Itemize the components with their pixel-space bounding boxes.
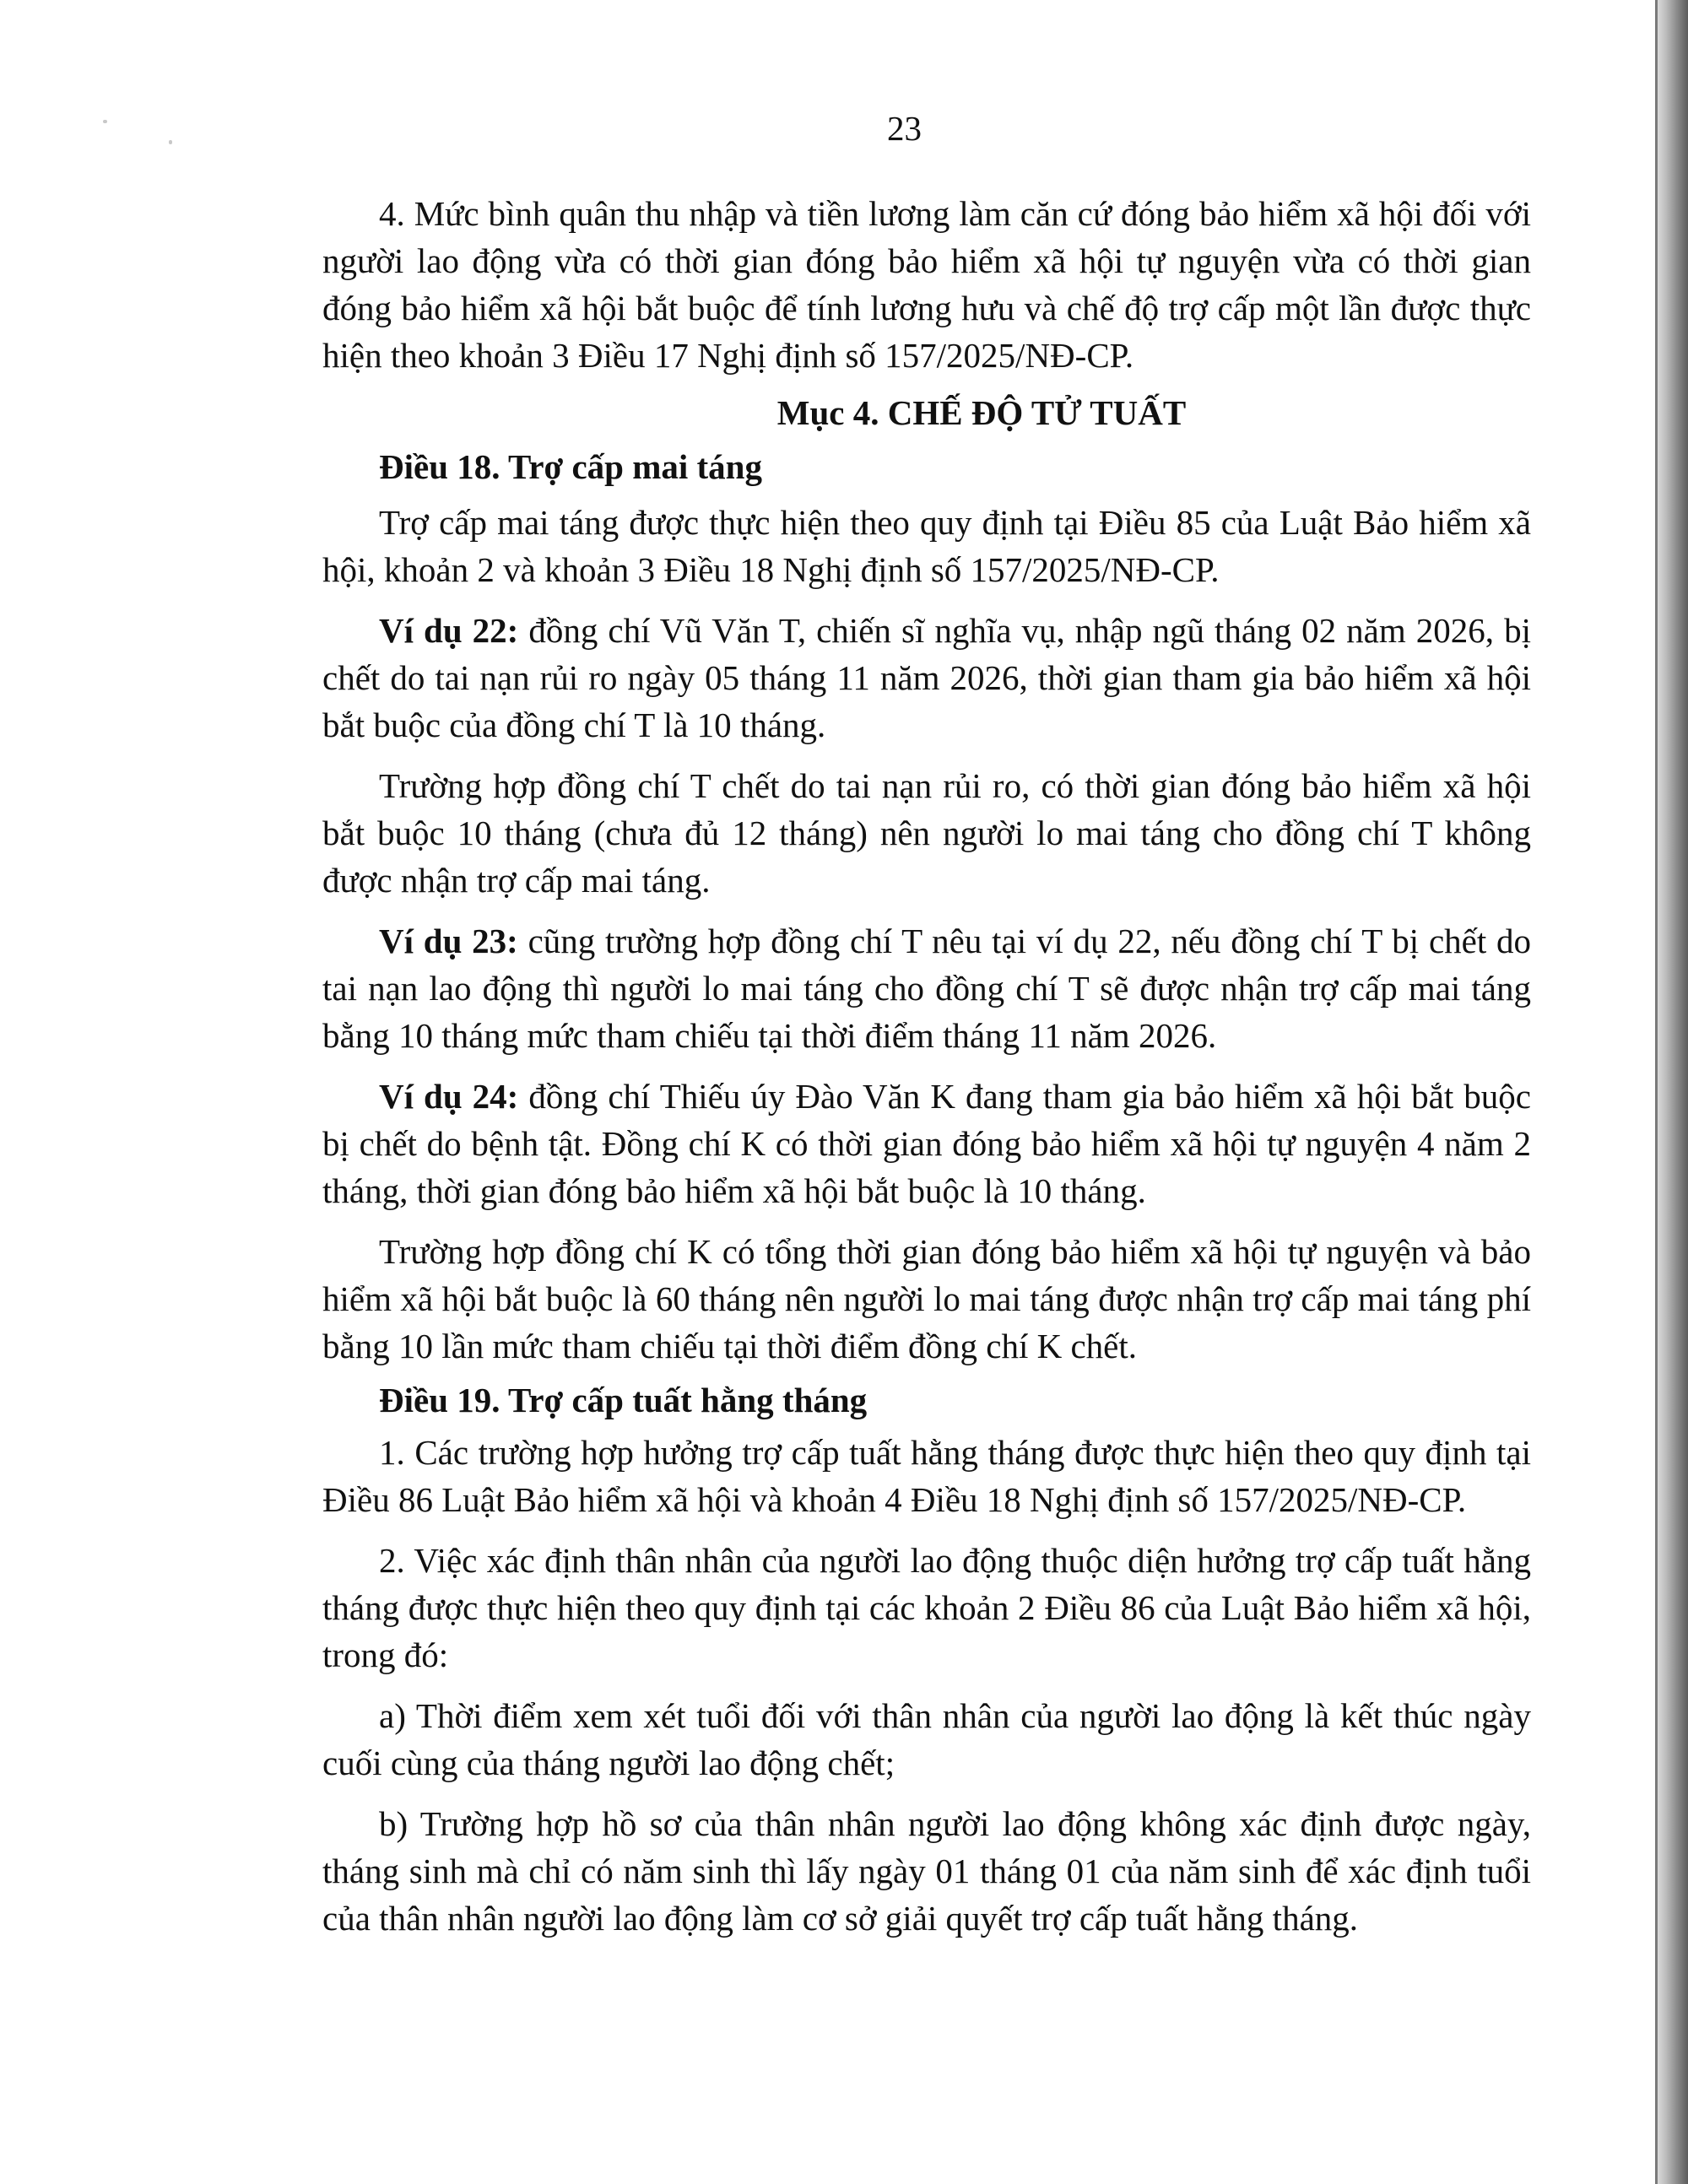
example-text: đồng chí Vũ Văn T, chiến sĩ nghĩa vụ, nhập ngũ tháng 02 năm 2026, bị chết do tai nạn rủi ro ngày 05 tháng 11 năm 2026, thời gian tham gia bảo hiểm xã hội bắt buộc của đồng chí T là 10 tháng.	[322, 611, 1531, 744]
example-label: Ví dụ 23:	[379, 922, 518, 960]
example-text: đồng chí Thiếu úy Đào Văn K đang tham gia bảo hiểm xã hội bắt buộc bị chết do bệnh tật. Đồng chí K có thời gian đóng bảo hiểm xã hội tự nguyện 4 năm 2 tháng, thời gian đóng bảo hiểm xã hội bắt buộc là 10 tháng.	[322, 1077, 1531, 1210]
article-heading: Điều 19. Trợ cấp tuất hằng tháng	[379, 1381, 868, 1419]
paragraph: Trợ cấp mai táng được thực hiện theo quy định tại Điều 85 của Luật Bảo hiểm xã hội, khoản 2 và khoản 3 Điều 18 Nghị định số 157/2025/NĐ-CP.	[322, 503, 1531, 589]
example-text: cũng trường hợp đồng chí T nêu tại ví dụ 22, nếu đồng chí T bị chết do tai nạn lao động thì người lo mai táng cho đồng chí T sẽ được nhận trợ cấp mai táng bằng 10 tháng mức tham chiếu tại thời điểm tháng 11 năm 2026.	[322, 922, 1532, 1055]
page-number: 23	[887, 109, 922, 148]
article-heading: Điều 18. Trợ cấp mai táng	[379, 447, 762, 486]
example-paragraph	[322, 917, 1531, 1059]
example-paragraph	[322, 607, 1531, 749]
example-paragraph	[322, 1073, 1531, 1214]
paragraph: b) Trường hợp hồ sơ của thân nhân người lao động không xác định được ngày, tháng sinh mà chỉ có năm sinh thì lấy ngày 01 tháng 01 của năm sinh để xác định tuổi của thân nhân người lao động làm cơ sở giải quyết trợ cấp tuất hằng tháng.	[322, 1804, 1531, 1938]
paragraph: 2. Việc xác định thân nhân của người lao động thuộc diện hưởng trợ cấp tuất hằng tháng được thực hiện theo quy định tại các khoản 2 Điều 86 của Luật Bảo hiểm xã hội, trong đó:	[322, 1541, 1531, 1674]
paragraph: 1. Các trường hợp hưởng trợ cấp tuất hằng tháng được thực hiện theo quy định tại Điều 86 Luật Bảo hiểm xã hội và khoản 4 Điều 18 Nghị định số 157/2025/NĐ-CP.	[322, 1433, 1531, 1519]
paragraph: Trường hợp đồng chí T chết do tai nạn rủi ro, có thời gian đóng bảo hiểm xã hội bắt buộc 10 tháng (chưa đủ 12 tháng) nên người lo mai táng cho đồng chí T không được nhận trợ cấp mai táng.	[322, 766, 1531, 900]
document-body	[322, 190, 1531, 1942]
paragraph: Trường hợp đồng chí K có tổng thời gian đóng bảo hiểm xã hội tự nguyện và bảo hiểm xã hội bắt buộc là 60 tháng nên người lo mai táng được nhận trợ cấp mai táng phí bằng 10 lần mức tham chiếu tại thời điểm đồng chí K chết.	[322, 1232, 1531, 1365]
example-label: Ví dụ 22:	[379, 611, 519, 650]
example-label: Ví dụ 24:	[379, 1077, 519, 1116]
paragraph: 4. Mức bình quân thu nhập và tiền lương làm căn cứ đóng bảo hiểm xã hội đối với người lao động vừa có thời gian đóng bảo hiểm xã hội tự nguyện vừa có thời gian đóng bảo hiểm xã hội bắt buộc để tính lương hưu và chế độ trợ cấp một lần được thực hiện theo khoản 3 Điều 17 Nghị định số 157/2025/NĐ-CP.	[322, 194, 1531, 375]
scan-edge-shadow	[1658, 0, 1688, 2184]
section-heading: Mục 4. CHẾ ĐỘ TỬ TUẤT	[776, 393, 1187, 432]
paragraph: a) Thời điểm xem xét tuổi đối với thân nhân của người lao động là kết thúc ngày cuối cùng của tháng người lao động chết;	[322, 1696, 1531, 1782]
